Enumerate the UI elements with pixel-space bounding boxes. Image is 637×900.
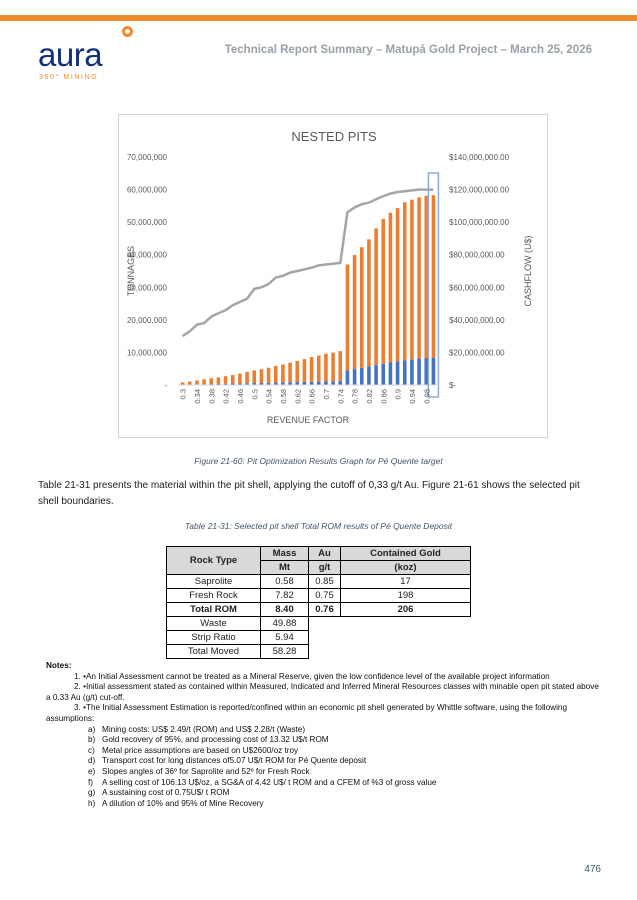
y2-tick-label: $100,000,000.00 bbox=[449, 218, 510, 228]
waste-bar bbox=[432, 195, 436, 357]
cell-value: 58.28 bbox=[261, 645, 309, 659]
notes-section bbox=[46, 661, 602, 809]
waste-bar bbox=[331, 353, 335, 382]
empty-cell bbox=[309, 631, 471, 645]
page-number: 476 bbox=[584, 864, 601, 875]
waste-bar bbox=[238, 374, 242, 384]
logo-ring-icon bbox=[122, 26, 133, 37]
table-row bbox=[167, 645, 471, 659]
y-tick-label: 60,000,000 bbox=[126, 185, 167, 195]
x-tick-label: 0.38 bbox=[207, 389, 217, 404]
waste-bar bbox=[367, 239, 371, 366]
waste-bar bbox=[188, 382, 192, 385]
x-tick-label: 0.46 bbox=[235, 389, 245, 404]
y2-tick-label: $60,000,000.00 bbox=[449, 283, 505, 293]
waste-bar bbox=[245, 372, 249, 383]
table-caption: Table 21-31: Selected pit shell Total ROM results of Pé Quente Deposit bbox=[184, 521, 453, 531]
cell-label: Strip Ratio bbox=[167, 631, 261, 645]
y-tick-label: - bbox=[164, 381, 167, 390]
cell-rock: Total ROM bbox=[167, 603, 261, 617]
y-tick-label: 40,000,000 bbox=[126, 250, 167, 260]
x-tick-label: 0.42 bbox=[221, 389, 231, 404]
rom-bar bbox=[381, 364, 385, 385]
x-tick-label: 0.66 bbox=[307, 389, 317, 404]
rom-bar bbox=[424, 358, 428, 385]
header-contained-gold: Contained Gold bbox=[341, 547, 471, 561]
note-sub-item: g) A sustaining cost of 0.75U$/ t ROM bbox=[88, 788, 230, 798]
logo-tagline: 360° MINING bbox=[39, 74, 99, 81]
cell-au: 0.85 bbox=[309, 575, 341, 589]
rom-bar bbox=[360, 368, 364, 385]
x-tick-label: 0.78 bbox=[350, 389, 360, 404]
note-item: 3. •The Initial Assessment Estimation is reported/confined within an economic pit shell generated by Whittle software, using the following assumptions: bbox=[46, 703, 568, 723]
y2-tick-label: $80,000,000.00 bbox=[449, 250, 505, 260]
cell-au: 0.76 bbox=[309, 603, 341, 617]
waste-bar bbox=[410, 200, 414, 360]
header-accent-bar bbox=[0, 15, 637, 21]
header-au: Au bbox=[309, 547, 341, 561]
y2-tick-label: $20,000,000.00 bbox=[449, 348, 505, 358]
waste-bar bbox=[274, 366, 278, 383]
cell-value: 49.88 bbox=[261, 617, 309, 631]
waste-bar bbox=[202, 379, 206, 384]
rom-bar bbox=[317, 382, 321, 385]
rom-bar bbox=[410, 359, 414, 385]
note-sub-item: a) Mining costs: US$ 2.49/t (ROM) and US$ 2.28/t (Waste) bbox=[88, 724, 306, 734]
x-tick-label: 0.74 bbox=[336, 389, 346, 404]
cell-label: Waste bbox=[167, 617, 261, 631]
x-tick-label: 0.9 bbox=[393, 389, 403, 400]
waste-bar bbox=[403, 202, 407, 360]
header-title: Technical Report Summary – Matupá Gold Project – March 25, 2026 bbox=[224, 44, 592, 56]
waste-bar bbox=[288, 363, 292, 383]
waste-bar bbox=[417, 197, 421, 358]
rom-bar bbox=[389, 363, 393, 385]
table-row bbox=[167, 617, 471, 631]
x-axis-label: REVENUE FACTOR bbox=[266, 415, 350, 425]
waste-bar bbox=[374, 228, 378, 365]
y2-tick-label: $- bbox=[449, 381, 457, 390]
x-tick-label: 0.58 bbox=[278, 389, 288, 404]
y-tick-label: 20,000,000 bbox=[126, 315, 167, 325]
y-tick-label: 70,000,000 bbox=[126, 153, 167, 162]
cell-mass: 0.58 bbox=[261, 575, 309, 589]
y2-axis-label: CASHFLOW (U$) bbox=[523, 235, 533, 307]
table-row bbox=[167, 589, 471, 603]
waste-bar bbox=[389, 213, 393, 363]
x-tick-label: 0.54 bbox=[264, 389, 274, 404]
waste-bar bbox=[252, 370, 256, 383]
waste-bar bbox=[346, 264, 350, 370]
cell-mass: 8.40 bbox=[261, 603, 309, 617]
rom-bar bbox=[374, 365, 378, 385]
table-row bbox=[167, 631, 471, 645]
empty-cell bbox=[309, 645, 471, 659]
y2-tick-label: $120,000,000.00 bbox=[449, 185, 510, 195]
y-tick-label: 10,000,000 bbox=[126, 348, 167, 358]
nested-pits-chart bbox=[118, 114, 548, 438]
note-sub-item: d) Transport cost for long distances of5.07 U$/t ROM for Pé Quente deposit bbox=[88, 756, 367, 766]
y-tick-label: 30,000,000 bbox=[126, 283, 167, 293]
waste-bar bbox=[209, 378, 213, 384]
rom-bar bbox=[331, 381, 335, 385]
note-sub-item: f) A selling cost of 106.13 U$/oz, a SG&A of 4.42 U$/ t ROM and a CFEM of %3 of gross value bbox=[88, 777, 437, 787]
x-tick-label: 0.34 bbox=[192, 389, 202, 404]
note-item: 1. •An Initial Assessment cannot be treated as a Mineral Reserve, given the low confidence level of the available project information bbox=[74, 671, 550, 681]
rom-bar bbox=[432, 358, 436, 385]
cell-gold: 206 bbox=[341, 603, 471, 617]
chart-title: NESTED PITS bbox=[291, 129, 377, 144]
waste-bar bbox=[317, 356, 321, 382]
header-rock-type: Rock Type bbox=[167, 547, 261, 575]
aura-logo bbox=[38, 24, 148, 88]
waste-bar bbox=[281, 364, 285, 382]
rom-bar bbox=[417, 359, 421, 385]
cell-mass: 7.82 bbox=[261, 589, 309, 603]
note-sub-item: e) Slopes angles of 36º for Saprolite and 52º for Fresh Rock bbox=[88, 766, 310, 776]
logo-wordmark: aura bbox=[38, 36, 103, 73]
note-sub-item: h) A dilution of 10% and 95% of Mine Recovery bbox=[88, 798, 264, 808]
waste-bar bbox=[267, 368, 271, 383]
empty-cell bbox=[309, 617, 471, 631]
rom-bar bbox=[403, 360, 407, 385]
x-tick-label: 0.3 bbox=[178, 389, 188, 400]
waste-bar bbox=[381, 219, 385, 364]
chart-svg bbox=[119, 115, 549, 439]
x-tick-label: 0.94 bbox=[407, 389, 417, 404]
x-tick-label: 0.5 bbox=[250, 389, 260, 400]
waste-bar bbox=[224, 376, 228, 383]
waste-bar bbox=[338, 351, 342, 381]
x-tick-label: 0.98 bbox=[422, 389, 432, 404]
rom-bar bbox=[367, 366, 371, 385]
waste-bar bbox=[303, 359, 307, 382]
y-tick-label: 50,000,000 bbox=[126, 218, 167, 228]
waste-bar bbox=[424, 196, 428, 358]
waste-bar bbox=[195, 380, 199, 384]
waste-bar bbox=[353, 255, 357, 369]
figure-caption: Figure 21-60: Pit Optimization Results Graph for Pé Quente target bbox=[194, 456, 443, 466]
table-row-total bbox=[167, 603, 471, 617]
cell-label: Total Moved bbox=[167, 645, 261, 659]
body-paragraph: Table 21-31 presents the material within the pit shell, applying the cutoff of 0,33 g/t Au. Figure 21-61 shows the selected pit shell boundaries. bbox=[38, 480, 580, 507]
x-tick-label: 0.62 bbox=[293, 389, 303, 404]
y2-tick-label: $140,000,000.00 bbox=[449, 153, 510, 162]
cell-rock: Fresh Rock bbox=[167, 589, 261, 603]
note-item: 2. •Initial assessment stated as contained within Measured, Indicated and Inferred Mineral Resources classes with minable open pit stated above a 0.33 Au (g/t) cut-off. bbox=[46, 682, 599, 702]
table-row bbox=[167, 575, 471, 589]
waste-bar bbox=[324, 354, 328, 382]
waste-bar bbox=[260, 369, 264, 383]
x-tick-label: 0.86 bbox=[379, 389, 389, 404]
y-axis-label: TONNAGES bbox=[126, 245, 136, 297]
waste-bar bbox=[217, 377, 221, 384]
waste-bar bbox=[295, 361, 299, 382]
waste-bar bbox=[310, 357, 314, 382]
cashflow-line bbox=[183, 190, 434, 337]
cell-rock: Saprolite bbox=[167, 575, 261, 589]
notes-title: Notes: bbox=[46, 661, 72, 670]
cell-gold: 17 bbox=[341, 575, 471, 589]
rom-bar bbox=[396, 361, 400, 385]
waste-bar bbox=[396, 208, 400, 361]
unit-gold: (koz) bbox=[341, 561, 471, 575]
x-tick-label: 0.82 bbox=[364, 389, 374, 404]
x-tick-label: 0.7 bbox=[321, 389, 331, 400]
rom-bar bbox=[338, 381, 342, 385]
waste-bar bbox=[181, 382, 185, 384]
note-sub-item: b) Gold recovery of 95%, and processing cost of 13.32 U$/t ROM bbox=[88, 735, 329, 745]
cell-au: 0.75 bbox=[309, 589, 341, 603]
rom-results-table bbox=[166, 546, 471, 659]
rom-bar bbox=[353, 369, 357, 385]
header-mass: Mass bbox=[261, 547, 309, 561]
cell-gold: 198 bbox=[341, 589, 471, 603]
waste-bar bbox=[231, 375, 235, 383]
rom-bar bbox=[346, 370, 350, 385]
unit-mass: Mt bbox=[261, 561, 309, 575]
note-sub-item: c) Metal price assumptions are based on U$2600/oz troy bbox=[88, 745, 299, 755]
cell-value: 5.94 bbox=[261, 631, 309, 645]
y2-tick-label: $40,000,000.00 bbox=[449, 315, 505, 325]
unit-au: g/t bbox=[309, 561, 341, 575]
waste-bar bbox=[360, 247, 364, 368]
rom-bar bbox=[324, 381, 328, 385]
